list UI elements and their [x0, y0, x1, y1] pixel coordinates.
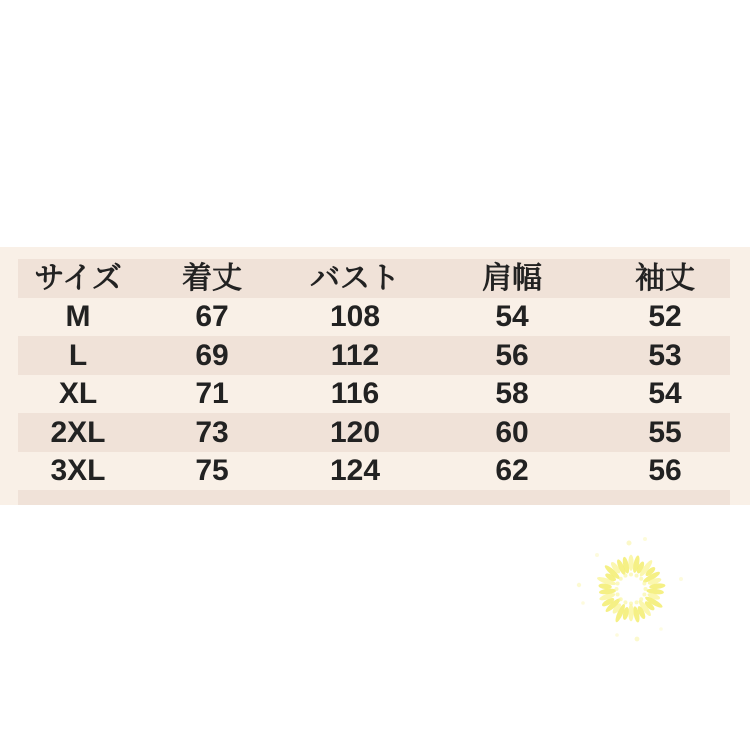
- value-cell: 71: [195, 377, 229, 410]
- value-cell: 73: [195, 415, 229, 449]
- header-cell-length: 着丈: [182, 261, 242, 295]
- value-cell: 54: [648, 377, 682, 410]
- value-cell: 55: [648, 415, 682, 449]
- value-cell: 53: [648, 338, 682, 372]
- value-cell: 108: [329, 300, 381, 333]
- header-cell-bust: バスト: [310, 261, 400, 295]
- value-cell: 120: [329, 415, 381, 449]
- value-cell: 60: [495, 415, 529, 449]
- value-cell: 124: [329, 454, 381, 487]
- header-cell-sleeve: 袖丈: [635, 261, 695, 295]
- empty-clipped-row: [18, 490, 730, 505]
- header-cell-size: サイズ: [34, 261, 122, 295]
- value-cell: 69: [195, 338, 229, 372]
- size-cell: 2XL: [50, 415, 106, 449]
- value-cell: 56: [495, 338, 529, 372]
- table-row: [18, 336, 730, 375]
- size-chart-header-row: [18, 259, 730, 298]
- value-cell: 116: [330, 377, 380, 410]
- value-cell: 67: [195, 300, 229, 333]
- value-cell: 54: [495, 300, 529, 333]
- value-cell: 58: [495, 377, 529, 410]
- size-chart: [0, 247, 750, 505]
- size-cell: L: [68, 338, 88, 372]
- size-cell: XL: [58, 377, 98, 410]
- table-row: [18, 375, 730, 413]
- table-row: [18, 298, 730, 336]
- value-cell: 112: [330, 338, 380, 372]
- sunburst-icon: [566, 524, 696, 654]
- table-row: [18, 413, 730, 452]
- value-cell: 62: [495, 454, 529, 487]
- value-cell: 75: [195, 454, 229, 487]
- value-cell: 52: [648, 300, 682, 333]
- value-cell: 56: [648, 454, 682, 487]
- header-cell-shoulder: 肩幅: [482, 261, 542, 295]
- size-cell: 3XL: [50, 454, 106, 487]
- table-row: [18, 452, 730, 490]
- size-cell: M: [65, 300, 91, 333]
